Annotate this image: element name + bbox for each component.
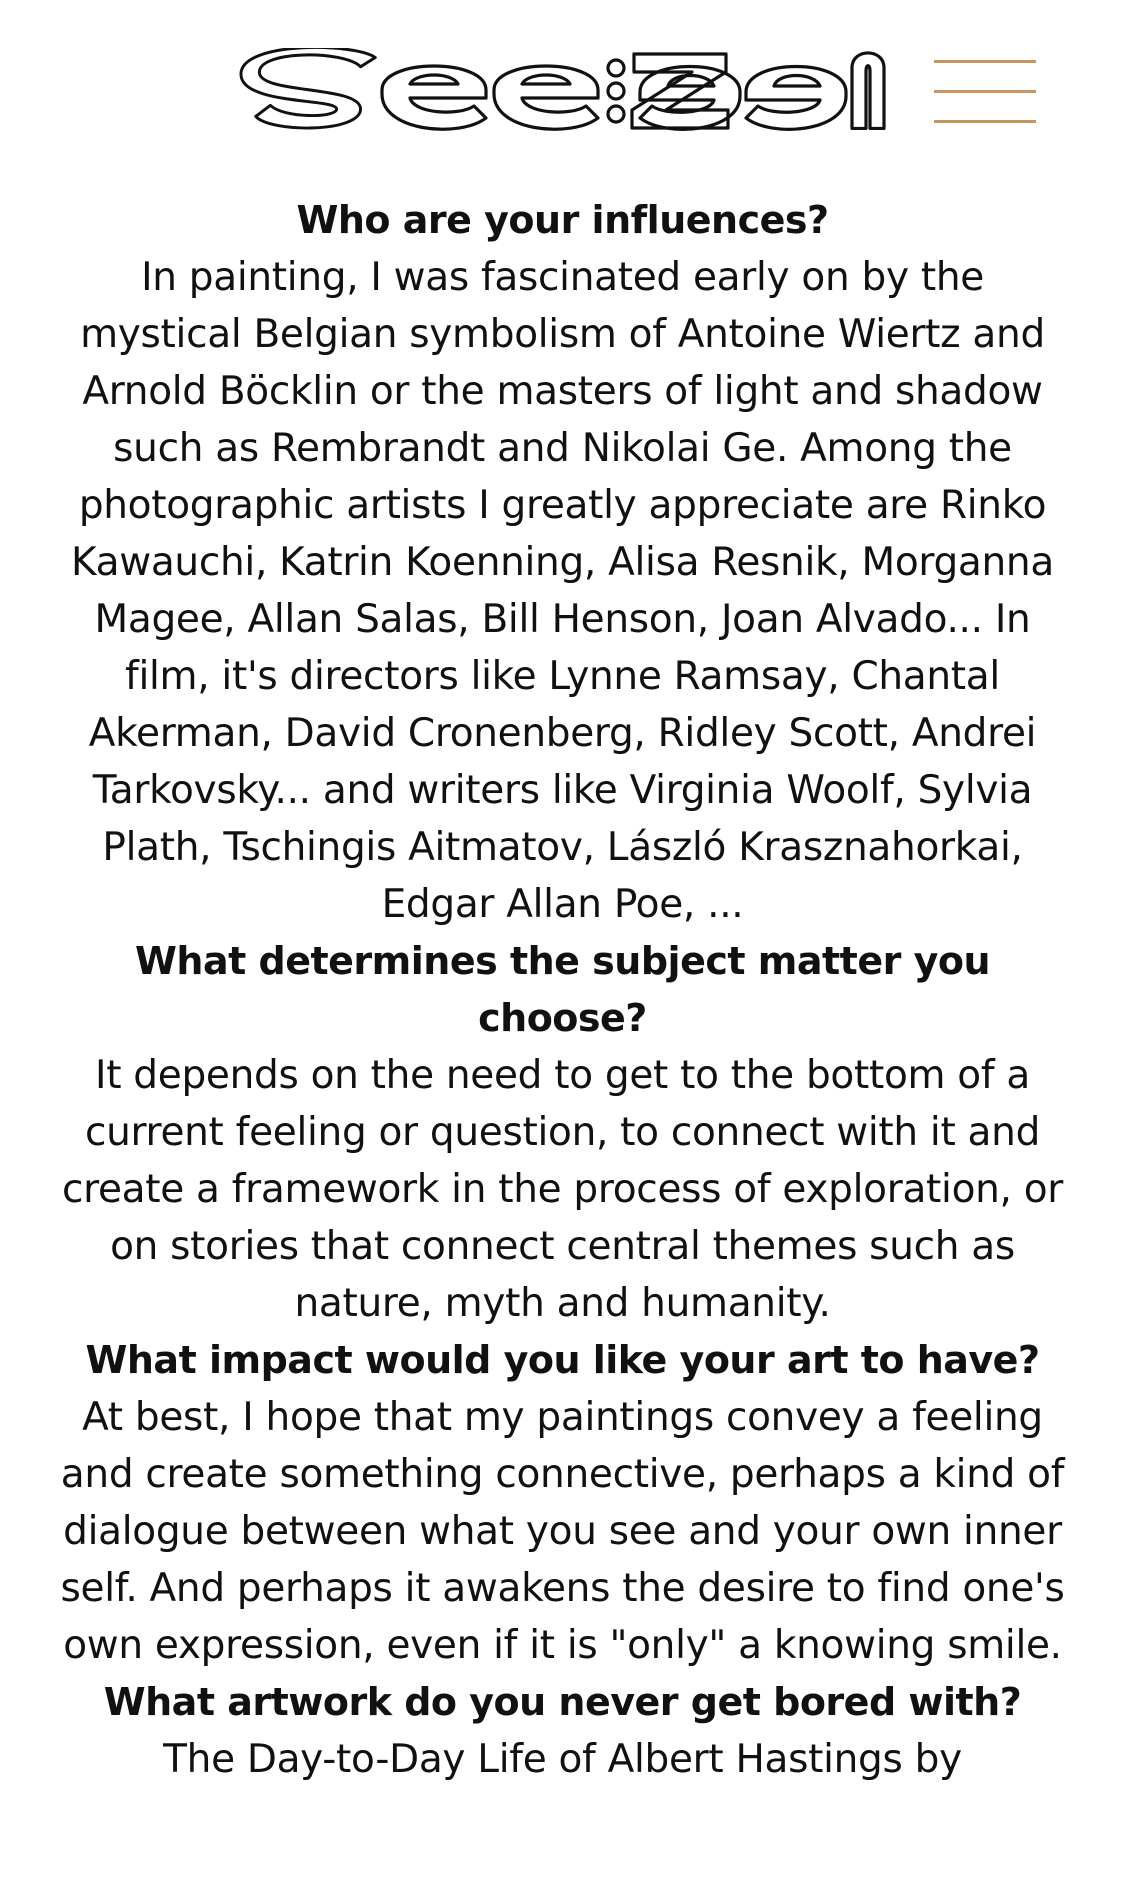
- question-heading: Who are your influences?: [296, 198, 829, 242]
- hamburger-menu-icon[interactable]: [930, 58, 1040, 128]
- see-zeen-logo-icon: [238, 48, 888, 134]
- question-heading: What impact would you like your art to have?: [85, 1338, 1040, 1382]
- menu-line: [934, 120, 1036, 123]
- answer-paragraph: In painting, I was fascinated early on by the mystical Belgian symbolism of Antoine Wiertz and Arnold Böcklin or the masters of light and shadow such as Rembrandt and Nikolai Ge. Among the photographic artists I greatly appreciate are Rinko Kawauchi, Katrin Koenning, Alisa Resnik, Morganna Magee, Allan Salas, Bill Henson, Joan Alvado... In film, it's directors like Lynne Ramsay, Chantal Akerman, David Cronenberg, Ridley Scott, Andrei Tarkovsky... and writers like Virginia Woolf, Sylvia Plath, Tschingis Aitmatov, László Krasznahorkai, Edgar Allan Poe, ...: [71, 255, 1054, 927]
- menu-line: [934, 90, 1036, 93]
- answer-paragraph: At best, I hope that my paintings convey a feeling and create something connective, perhaps a kind of dialogue between what you see and your own inner self. And perhaps it awakens the desire to find one's own expression, even if it is "only" a knowing smile.: [60, 1395, 1065, 1668]
- answer-paragraph: The Day-to-Day Life of Albert Hastings by: [163, 1737, 962, 1782]
- site-logo[interactable]: [238, 48, 888, 134]
- question-heading: What determines the subject matter you choose?: [135, 939, 990, 1040]
- menu-line: [934, 60, 1036, 63]
- site-header: [0, 0, 1125, 180]
- question-heading: What artwork do you never get bored with?: [103, 1680, 1022, 1724]
- answer-paragraph: It depends on the need to get to the bottom of a current feeling or question, to connect with it and create a framework in the process of exploration, or on stories that connect central themes such as nature, myth and humanity.: [61, 1053, 1064, 1326]
- interview-article: [58, 192, 1067, 1788]
